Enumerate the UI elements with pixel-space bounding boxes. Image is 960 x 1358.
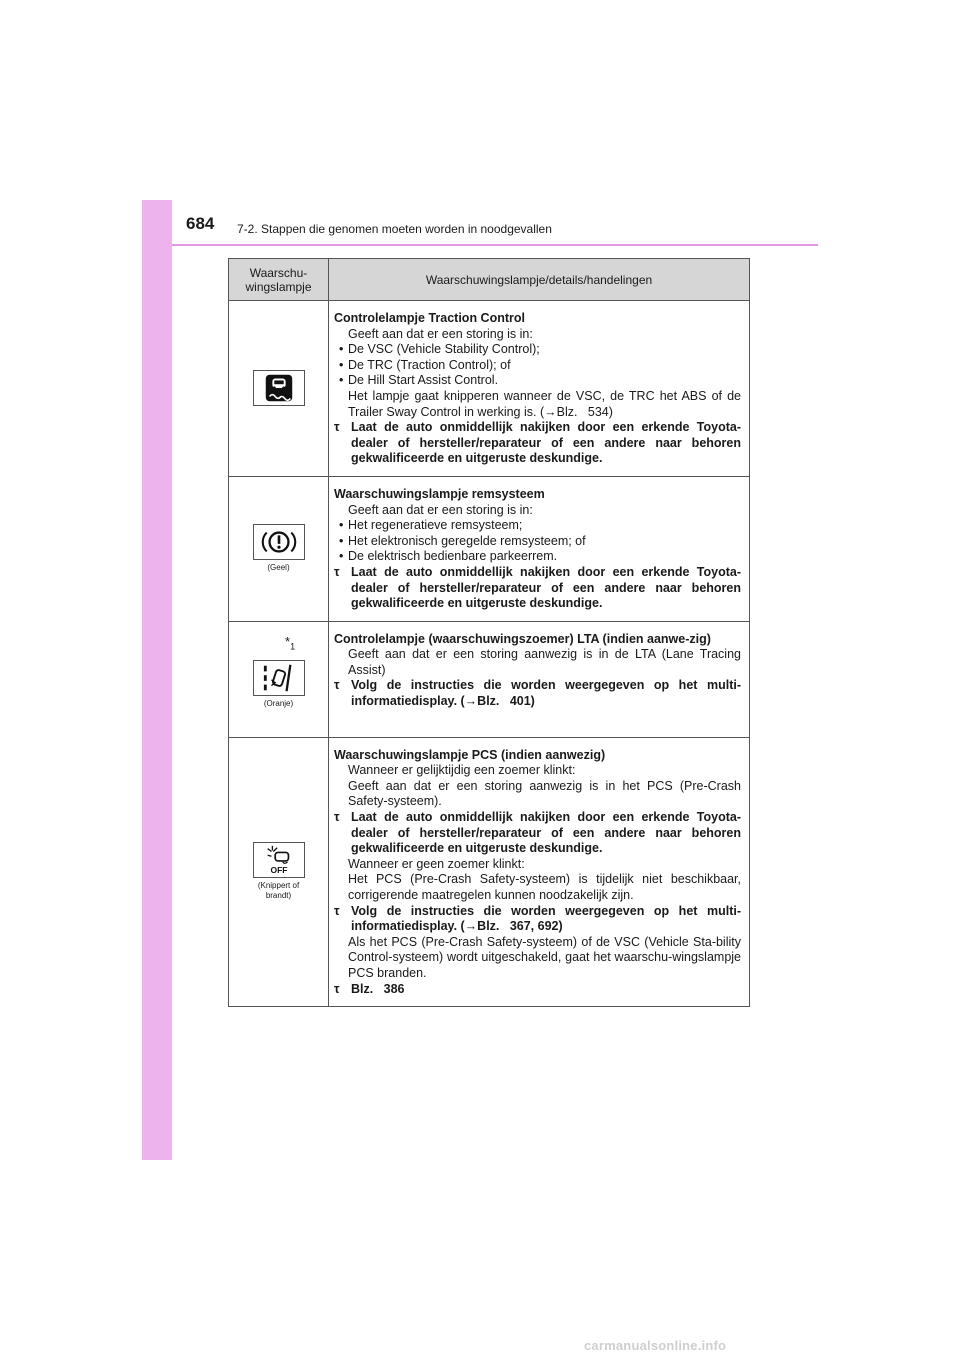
row-title: Controlelampje Traction Control xyxy=(334,311,525,325)
row-title: Waarschuwingslampje PCS (indien aanwezig) xyxy=(334,747,606,762)
warning-lights-table xyxy=(228,258,750,1007)
brake-system-icon xyxy=(253,524,305,560)
pcs-off-icon xyxy=(253,842,305,878)
site-watermark: carmanualsonline.info xyxy=(584,1338,727,1353)
condition-text: Wanneer er geen zoemer klinkt: xyxy=(348,856,525,871)
icon-cell xyxy=(229,476,329,621)
row-title: Controlelampje (waarschuwingszoemer) LTA (indien aanwe-zig) xyxy=(334,631,711,646)
table-row xyxy=(229,737,750,1007)
row-intro: Geeft aan dat er een storing is in: xyxy=(348,326,533,341)
icon-cell xyxy=(229,301,329,477)
icon-cell xyxy=(229,621,329,737)
list-item: • Het regeneratieve remsysteem; xyxy=(339,518,523,533)
action-item: τ Volg de instructies die worden weergegeven op het multi-informatiedisplay. (→Blz. 401) xyxy=(334,678,741,709)
action-item: τ Blz. 386 xyxy=(334,981,405,996)
chapter-side-tab xyxy=(142,200,172,1160)
row-extra: Het lampje gaat knipperen wanneer de VSC, de TRC het ABS of de Trailer Sway Control in werking is. (→Blz. 534) xyxy=(348,388,741,419)
row-intro: Geeft aan dat er een storing aanwezig is in de LTA (Lane Tracing Assist) xyxy=(348,647,741,677)
details-cell xyxy=(329,621,750,737)
list-item: • De Hill Start Assist Control. xyxy=(339,373,499,388)
table-row xyxy=(229,301,750,477)
details-cell xyxy=(329,301,750,477)
action-item: τ Volg de instructies die worden weergegeven op het multi-informatiedisplay. (→Blz. 367, 692) xyxy=(334,903,741,934)
icon-caption: (Oranje) xyxy=(263,698,294,708)
icon-caption: (Knippert of brandt) xyxy=(257,881,300,901)
icon-caption: (Geel) xyxy=(267,563,290,573)
pcs-off-label: OFF xyxy=(270,865,287,876)
skid-warning-icon xyxy=(253,370,305,406)
list-item: • Het elektronisch geregelde remsysteem; of xyxy=(339,533,586,548)
lane-tracing-icon xyxy=(253,660,305,696)
row-intro: Geeft aan dat er een storing is in: xyxy=(348,502,533,517)
description-text: Als het PCS (Pre-Crash Safety-systeem) of de VSC (Vehicle Sta-bility Control-systeem) wordt uitgeschakeld, gaat het waarschu-wingslampje PCS branden. xyxy=(348,934,741,980)
header-icon-column: Waarschu- wingslampje xyxy=(229,259,329,301)
action-item: τ Laat de auto onmiddellijk nakijken door een erkende Toyota-dealer of hersteller/reparateur of een andere naar behoren gekwalificeerde en uitgeruste deskundige. xyxy=(334,420,741,466)
list-item: • De TRC (Traction Control); of xyxy=(339,357,511,372)
description-text: Geeft aan dat er een storing aanwezig is in het PCS (Pre-Crash Safety-systeem). xyxy=(348,778,741,809)
details-cell xyxy=(329,737,750,1007)
table-row xyxy=(229,621,750,737)
row-title: Waarschuwingslampje remsysteem xyxy=(334,486,545,501)
condition-text: Wanneer er gelijktijdig een zoemer klinkt: xyxy=(348,763,576,778)
list-item: • De elektrisch bedienbare parkeerrem. xyxy=(339,549,558,564)
header-rule xyxy=(172,244,818,246)
action-item: τ Laat de auto onmiddellijk nakijken door een erkende Toyota-dealer of hersteller/reparateur of een andere naar behoren gekwalificeerde en uitgeruste deskundige. xyxy=(334,564,741,611)
table-row xyxy=(229,476,750,621)
table-header-row xyxy=(229,259,750,301)
action-item: τ Laat de auto onmiddellijk nakijken door een erkende Toyota-dealer of hersteller/reparateur of een andere naar behoren gekwalificeerde en uitgeruste deskundige. xyxy=(334,810,741,856)
list-item: • De VSC (Vehicle Stability Control); xyxy=(339,342,540,357)
icon-cell xyxy=(229,737,329,1007)
section-title: 7-2. Stappen die genomen moeten worden in noodgevallen xyxy=(237,222,552,236)
page-number: 684 xyxy=(186,214,215,233)
footnote-marker: $*_1$ xyxy=(285,633,296,652)
details-cell xyxy=(329,476,750,621)
header-details-column: Waarschuwingslampje/details/handelingen xyxy=(329,259,750,301)
description-text: Het PCS (Pre-Crash Safety-systeem) is tijdelijk niet beschikbaar, corrigerende maatregelen kunnen noodzakelijk zijn. xyxy=(348,872,741,903)
